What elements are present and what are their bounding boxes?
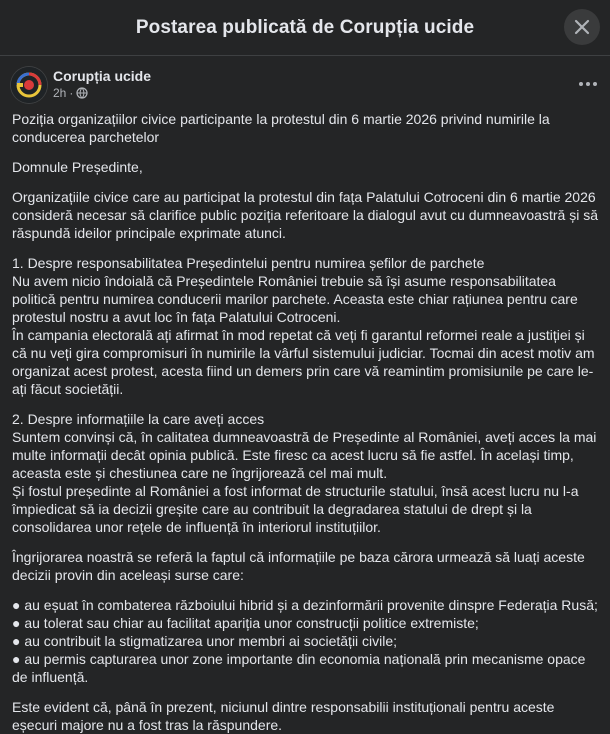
post-paragraph: 2. Despre informațiile la care aveți acces Suntem convinși că, în calitatea dumneavoastră de Președinte al României, aveți acces la mai multe informații decât opinia publică. Este firesc ca acest lucru să fie astfel. În același timp, aceasta este și chestiunea care ne îngrijorează cel mai mult. Și fostul președinte al României a fost informat de structurile statului, însă acest lucru nu l-a împiedicat să ia decizii greșite care au contribuit la degradarea statului de drept și la consolidarea unor rețele de influență în interiorul instituțiilor. <box>12 411 597 535</box>
modal-header <box>0 0 610 56</box>
post-text <box>0 110 610 734</box>
list-item: ● au tolerat sau chiar au facilitat apariția unor construcții politice extremiste; <box>12 615 479 631</box>
close-button[interactable] <box>564 9 600 45</box>
post-paragraph: Domnule Președinte, <box>12 159 143 175</box>
avatar[interactable] <box>11 67 47 103</box>
post-time[interactable]: 2h <box>53 86 67 100</box>
page-logo-icon <box>11 67 47 103</box>
list-item: ● au eșuat în combaterea războiului hibrid și a dezinformării provenite dinspre Federația Rusă; <box>12 597 598 613</box>
post-paragraph: Poziția organizațiilor civice participante la protestul din 6 martie 2026 privind numirile la conducerea parchetelor <box>12 111 550 145</box>
post-author[interactable]: Corupția ucide <box>53 68 152 84</box>
post-paragraph: Organizațiile civice care au participat la protestul din fața Palatului Cotroceni din 6 martie 2026 consideră necesar să clarifice public poziția referitoare la dialogul avut cu dumneavoastră și să răspundă ideilor principale exprimate atunci. <box>12 189 598 241</box>
list-item: ● au permis capturarea unor zone importante din economia națională prin mecanisme opace de influență. <box>12 651 586 685</box>
bullet-list <box>12 596 598 686</box>
meta-separator: · <box>69 86 74 100</box>
modal-title: Postarea publicată de Corupția ucide <box>135 16 475 38</box>
close-icon <box>574 19 590 35</box>
globe-icon[interactable] <box>76 87 88 99</box>
list-item: ● au contribuit la stigmatizarea unor membri ai societății civile; <box>12 633 398 649</box>
post-paragraph: Îngrijorarea noastră se referă la faptul că informațiile pe baza cărora urmează să luați aceste decizii provin din aceleași surse care: <box>12 549 585 583</box>
post-meta <box>53 86 88 100</box>
post-paragraph: 1. Despre responsabilitatea Președintelui pentru numirea șefilor de parchete Nu avem nicio îndoială că Președintele României trebuie să își asume responsabilitatea politică pentru numirea conducerii marilor parchete. Aceasta este chiar rațiunea pentru care protestul nostru a avut loc în fața Palatului Cotroceni. În campania electorală ați afirmat în mod repetat că veți fi garantul reformei reale a justiției și că nu veți gira compromisuri în numirile la vârful sistemului judiciar. Tocmai din acest motiv am organizat acest protest, acesta fiind un demers prin care vă reamintim promisiunile pe care le-ați făcut societății. <box>12 255 595 397</box>
post-options-button[interactable] <box>574 70 602 98</box>
post-header <box>0 66 610 110</box>
more-options-icon <box>578 81 598 87</box>
post-paragraph: Este evident că, până în prezent, niciunul dintre responsabilii instituționali pentru aceste eșecuri majore nu a fost tras la răspundere. <box>12 699 555 733</box>
